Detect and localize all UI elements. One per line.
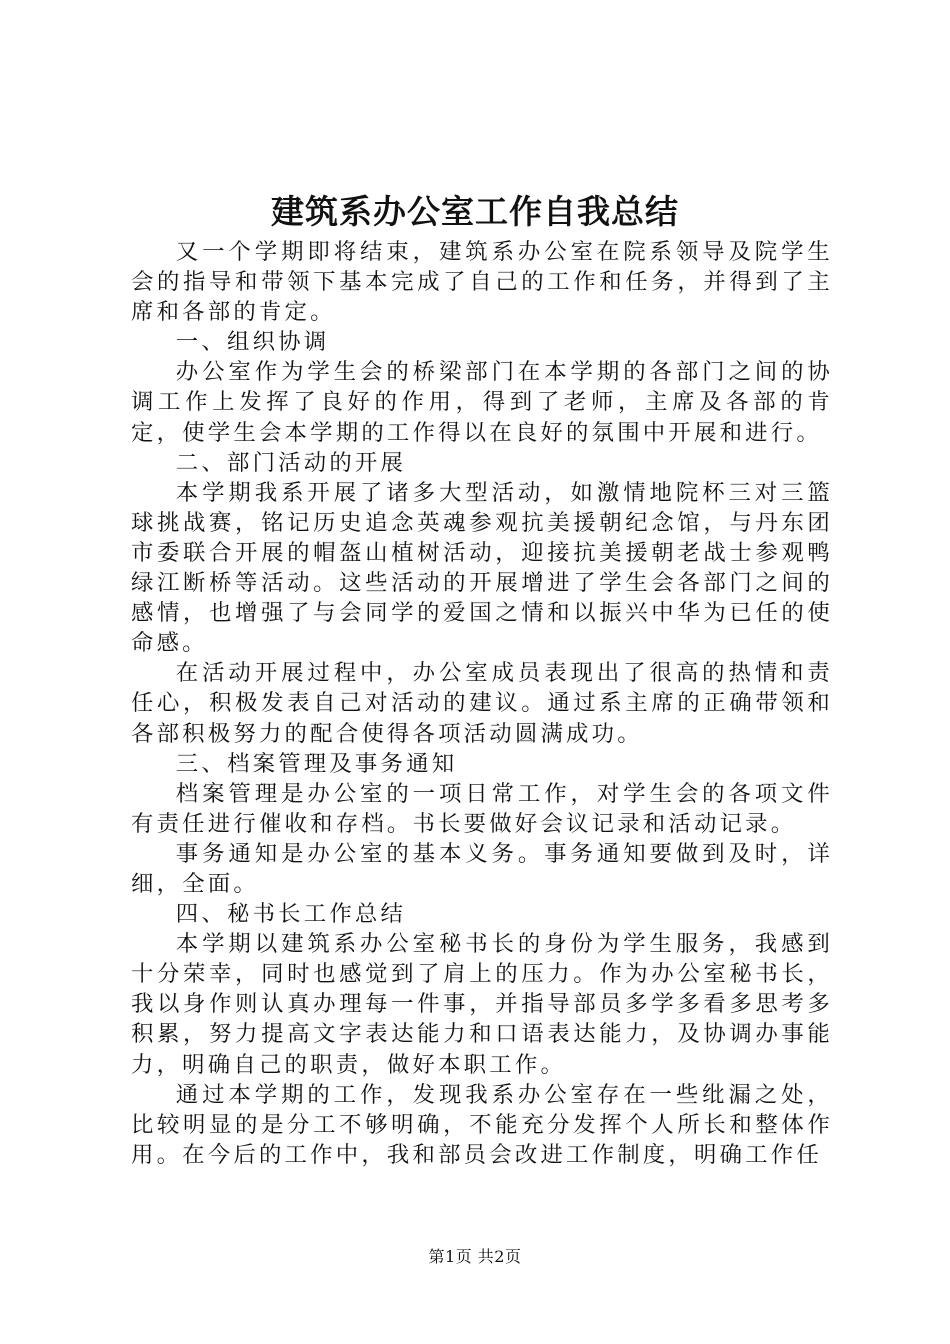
paragraph: 在活动开展过程中，办公室成员表现出了很高的热情和责任心，积极发表自己对活动的建议。通过系主席的正确带领和各部积极努力的配合使得各项活动圆满成功。: [131, 660, 833, 747]
paragraph: 本学期以建筑系办公室秘书长的身份为学生服务，我感到十分荣幸，同时也感觉到了肩上的压力。作为办公室秘书长，我以身作则认真办理每一件事，并指导部员多学多看多思考多积累，努力提高文字表达能力和口语表达能力，及协调办事能力，明确自己的职责，做好本职工作。: [131, 931, 833, 1078]
paragraph: 事务通知是办公室的基本义务。事务通知要做到及时，详细，全面。: [131, 840, 833, 897]
paragraph: 又一个学期即将结束，建筑系办公室在院系领导及院学生会的指导和带领下基本完成了自己的工作和任务，并得到了主席和各部的肯定。: [131, 239, 833, 326]
section-heading: 三、档案管理及事务通知: [175, 750, 458, 777]
paragraph: 本学期我系开展了诸多大型活动，如激情地院杯三对三篮球挑战赛，铭记历史追念英魂参观抗美援朝纪念馆，与丹东团市委联合开展的帽盔山植树活动，迎接抗美援朝老战士参观鸭绿江断桥等活动。这些活动的开展增进了学生会各部门之间的感情，也增强了与会同学的爱国之情和以振兴中华为已任的使命感。: [131, 479, 833, 657]
section-heading: 四、秘书长工作总结: [175, 901, 407, 928]
paragraph: 通过本学期的工作，发现我系办公室存在一些纰漏之处，比较明显的是分工不够明确，不能充分发挥个人所长和整体作用。在今后的工作中，我和部员会改进工作制度，明确工作任: [131, 1081, 833, 1168]
section-heading: 二、部门活动的开展: [175, 449, 407, 476]
document-body: [131, 237, 833, 1170]
page-number-footer: 第1页 共2页: [428, 1247, 522, 1266]
section-heading: 一、组织协调: [175, 329, 330, 356]
paragraph: 办公室作为学生会的桥梁部门在本学期的各部门之间的协调工作上发挥了良好的作用，得到了老师，主席及各部的肯定，使学生会本学期的工作得以在良好的氛围中开展和进行。: [131, 359, 833, 446]
paragraph: 档案管理是办公室的一项日常工作，对学生会的各项文件有责任进行催收和存档。书长要做好会议记录和活动记录。: [131, 780, 833, 837]
document-title: 建筑系办公室工作自我总结: [271, 192, 679, 231]
